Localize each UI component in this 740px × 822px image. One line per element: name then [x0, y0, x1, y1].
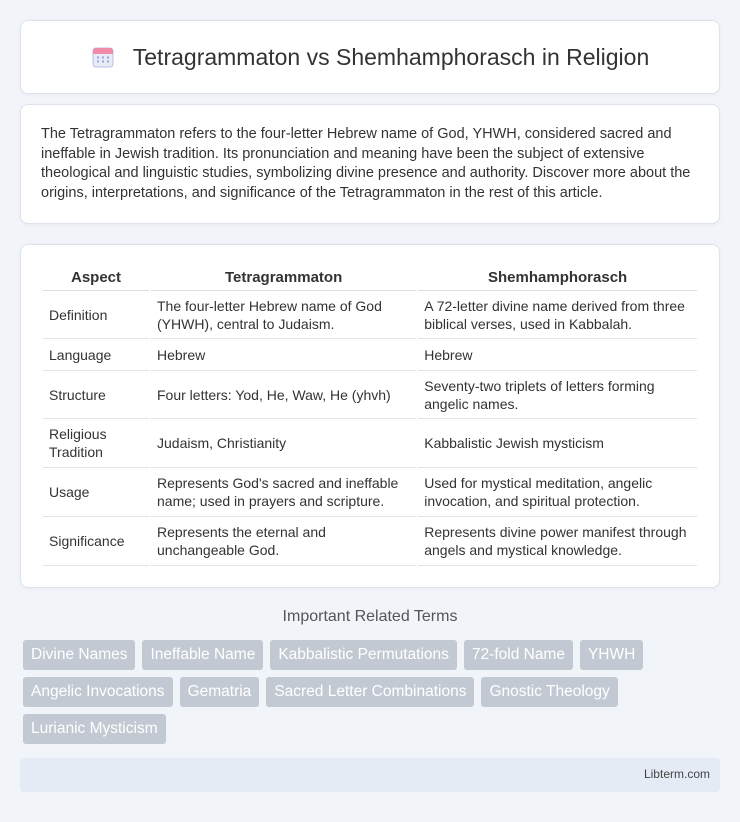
table-row — [43, 517, 697, 566]
table-header-row — [43, 265, 697, 291]
footer — [20, 758, 720, 792]
related-term-tag[interactable]: 72-fold Name — [464, 640, 573, 670]
footer-site-link[interactable]: Libterm.com — [643, 767, 710, 781]
related-terms-title: Important Related Terms — [282, 608, 458, 625]
row-tetragrammaton: The four-letter Hebrew name of God (YHWH), central to Judaism. — [151, 291, 416, 339]
row-aspect: Religious Tradition — [43, 419, 149, 468]
row-tetragrammaton: Four letters: Yod, He, Waw, He (yhvh) — [151, 371, 416, 419]
table-row — [43, 371, 697, 419]
table-row — [43, 419, 697, 468]
related-term-tag[interactable]: Sacred Letter Combinations — [266, 677, 474, 707]
related-term-tag[interactable]: Kabbalistic Permutations — [270, 640, 457, 670]
table-row — [43, 468, 697, 517]
related-term-tag[interactable]: YHWH — [580, 640, 643, 670]
row-shemhamphorasch: Seventy-two triplets of letters forming angelic names. — [418, 371, 697, 419]
row-aspect: Definition — [43, 291, 149, 339]
comparison-table — [43, 265, 697, 566]
row-aspect: Structure — [43, 371, 149, 419]
row-shemhamphorasch: A 72-letter divine name derived from three biblical verses, used in Kabbalah. — [418, 291, 697, 339]
related-term-tag[interactable]: Divine Names — [23, 640, 135, 670]
row-shemhamphorasch: Hebrew — [418, 339, 697, 371]
comparison-card — [20, 244, 720, 588]
table-row — [43, 291, 697, 339]
related-terms-list — [23, 640, 723, 744]
row-shemhamphorasch: Kabbalistic Jewish mysticism — [418, 419, 697, 468]
table-row — [43, 339, 697, 371]
related-term-tag[interactable]: Angelic Invocations — [23, 677, 173, 707]
header-shemhamphorasch: Shemhamphorasch — [418, 265, 697, 291]
row-tetragrammaton: Hebrew — [151, 339, 416, 371]
intro-text: The Tetragrammaton refers to the four-letter Hebrew name of God, YHWH, considered sacred and ineffable in Jewish tradition. Its pronunciation and meaning have been the subject of extensive theological and linguistic studies, symbolizing divine presence and authority. Discover more about the origins, interpretations, and significance of the Tetragrammaton in the rest of this article. — [41, 126, 691, 201]
related-term-tag[interactable]: Lurianic Mysticism — [23, 714, 166, 744]
row-shemhamphorasch: Represents divine power manifest through angels and mystical knowledge. — [418, 517, 697, 566]
calendar-icon — [91, 45, 115, 69]
related-term-tag[interactable]: Ineffable Name — [142, 640, 263, 670]
row-aspect: Usage — [43, 468, 149, 517]
related-term-tag[interactable]: Gnostic Theology — [481, 677, 617, 707]
row-shemhamphorasch: Used for mystical meditation, angelic invocation, and spiritual protection. — [418, 468, 697, 517]
related-term-tag[interactable]: Gematria — [180, 677, 260, 707]
header-aspect: Aspect — [43, 265, 149, 291]
header-tetragrammaton: Tetragrammaton — [151, 265, 416, 291]
title-card — [20, 20, 720, 94]
row-aspect: Significance — [43, 517, 149, 566]
row-tetragrammaton: Judaism, Christianity — [151, 419, 416, 468]
row-tetragrammaton: Represents God's sacred and ineffable name; used in prayers and scripture. — [151, 468, 416, 517]
page-title: Tetragrammaton vs Shemhamphorasch in Religion — [132, 43, 650, 70]
row-tetragrammaton: Represents the eternal and unchangeable God. — [151, 517, 416, 566]
intro-card — [20, 104, 720, 224]
row-aspect: Language — [43, 339, 149, 371]
